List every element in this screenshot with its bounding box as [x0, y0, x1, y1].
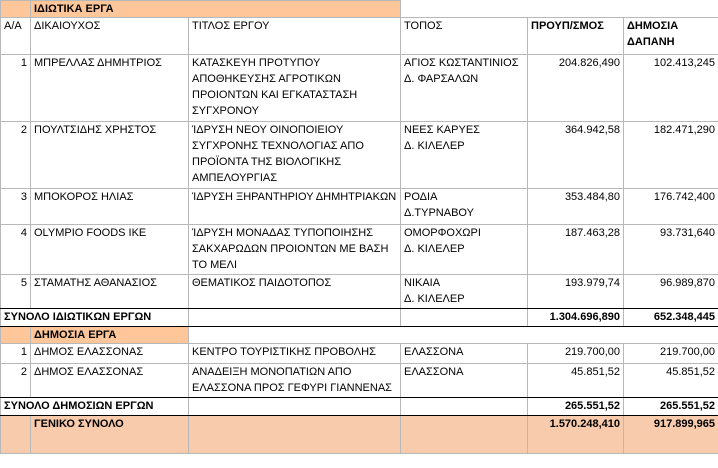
row-aa: 3: [1, 189, 31, 225]
row-location-line1: ΝΙΚΑΙΑ: [404, 277, 441, 289]
public-total-public-spend: 265.551,52: [624, 398, 718, 416]
table-row: [1, 275, 718, 309]
row-title: ΊΔΡΥΣΗ ΜΟΝΑΔΑΣ ΤΥΠΟΠΟΙΗΣΗΣ ΣΑΚΧΑΡΩΔΩΝ ΠΡΟΙΟΝΤΩΝ ΜΕ ΒΑΣΗ ΤΟ ΜΕΛΙ: [189, 225, 401, 275]
row-location-line2: Δ. ΦΑΡΣΑΛΩΝ: [404, 73, 479, 85]
table-row: [1, 225, 718, 275]
row-location: [401, 122, 528, 189]
row-beneficiary: ΔΗΜΟΣ ΕΛΑΣΣΟΝΑΣ: [31, 364, 189, 398]
row-public-spend: 182.471,290: [624, 122, 718, 189]
public-total-label: ΣΥΝΟΛΟ ΔΗΜΟΣΙΩΝ ΕΡΓΩΝ: [1, 398, 189, 416]
row-aa: 2: [1, 364, 31, 398]
private-section-title: ΙΔΙΩΤΙΚΑ ΕΡΓΑ: [31, 1, 401, 18]
row-location-line1: ΟΜΟΡΦΟΧΩΡΙ: [404, 227, 481, 239]
row-public-spend: 93.731,640: [624, 225, 718, 275]
grand-total-row: [1, 416, 718, 454]
private-section-header: [1, 1, 718, 18]
row-budget: 45.851,52: [528, 364, 624, 398]
table-row: [1, 189, 718, 225]
row-public-spend: 45.851,52: [624, 364, 718, 398]
row-public-spend: 102.413,245: [624, 55, 718, 122]
row-title: ΚΑΤΑΣΚΕΥΗ ΠΡΟΤΥΠΟΥ ΑΠΟΘΗΚΕΥΣΗΣ ΑΓΡΟΤΙΚΩΝ ΠΡΟΙΟΝΤΩΝ ΚΑΙ ΕΓΚΑΤΑΣΤΑΣΗ ΣΥΓΧΡΟΝΟΥ: [189, 55, 401, 122]
row-beneficiary: ΔΗΜΟΣ ΕΛΑΣΣΟΝΑΣ: [31, 344, 189, 364]
table-row: [1, 344, 718, 364]
row-aa: 5: [1, 275, 31, 309]
header-public-spend-line1: ΔΗΜΟΣΙΑ: [627, 20, 679, 32]
public-total-budget: 265.551,52: [528, 398, 624, 416]
row-location-line1: ΝΕΕΣ ΚΑΡΥΕΣ: [404, 124, 480, 136]
private-total-public-spend: 652.348,445: [624, 309, 718, 327]
row-location: [401, 55, 528, 122]
row-public-spend: 219.700,00: [624, 344, 718, 364]
row-title: ΊΔΡΥΣΗ ΝΕΟΥ ΟΙΝΟΠΟΙΕΙΟΥ ΣΥΓΧΡΟΝΗΣ ΤΕΧΝΟΛΟΓΙΑΣ ΑΠΟ ΠΡΟΪΟΝΤΑ ΤΗΣ ΒΙΟΛΟΓΙΚΗΣ ΑΜΠΕΛΟΥΡΓΙΑΣ: [189, 122, 401, 189]
row-aa: 1: [1, 344, 31, 364]
row-beneficiary: ΣΤΑΜΑΤΗΣ ΑΘΑΝΑΣΙΟΣ: [31, 275, 189, 309]
row-location: [401, 225, 528, 275]
header-public-spend: [624, 18, 718, 55]
header-row: [1, 18, 718, 55]
row-budget: 353.484,80: [528, 189, 624, 225]
row-beneficiary: OLYMPIO FOODS IKE: [31, 225, 189, 275]
header-public-spend-line2: ΔΑΠΑΝΗ: [627, 36, 675, 48]
row-location: [401, 275, 528, 309]
row-aa: 2: [1, 122, 31, 189]
public-section-title: ΔΗΜΟΣΙΑ ΕΡΓΑ: [31, 327, 189, 344]
private-total-label: ΣΥΝΟΛΟ ΙΔΙΩΤΙΚΩΝ ΕΡΓΩΝ: [1, 309, 189, 327]
row-location: ΕΛΑΣΣΟΝΑ: [401, 344, 528, 364]
grand-total-label: ΓΕΝΙΚΟ ΣΥΝΟΛΟ: [31, 416, 189, 454]
header-project-title: ΤΙΤΛΟΣ ΕΡΓΟΥ: [189, 18, 401, 55]
table-row: [1, 122, 718, 189]
row-budget: 204.826,490: [528, 55, 624, 122]
row-title: ΘΕΜΑΤΙΚΟΣ ΠΑΙΔΟΤΟΠΟΣ: [189, 275, 401, 309]
row-budget: 219.700,00: [528, 344, 624, 364]
private-total-row: [1, 309, 718, 327]
row-aa: 4: [1, 225, 31, 275]
row-budget: 193.979,74: [528, 275, 624, 309]
header-location: ΤΟΠΟΣ: [401, 18, 528, 55]
row-location: [401, 189, 528, 225]
private-total-budget: 1.304.696,890: [528, 309, 624, 327]
table-row: [1, 364, 718, 398]
row-location: ΕΛΑΣΣΟΝΑ: [401, 364, 528, 398]
row-title: ΊΔΡΥΣΗ ΞΗΡΑΝΤΗΡΙΟΥ ΔΗΜΗΤΡΙΑΚΩΝ: [189, 189, 401, 225]
header-aa: Α/Α: [1, 18, 31, 55]
row-public-spend: 96.989,870: [624, 275, 718, 309]
public-total-row: [1, 398, 718, 416]
header-budget: ΠΡΟΥΠ/ΣΜΟΣ: [528, 18, 624, 55]
row-location-line2: Δ. ΚΙΛΕΛΕΡ: [404, 243, 465, 255]
row-title: ΑΝΑΔΕΙΞΗ ΜΟΝΟΠΑΤΙΩΝ ΑΠΟ ΕΛΑΣΣΟΝΑ ΠΡΟΣ ΓΕΦΥΡΙ ΓΙΑΝΝΕΝΑΣ: [189, 364, 401, 398]
row-aa: 1: [1, 55, 31, 122]
row-public-spend: 176.742,400: [624, 189, 718, 225]
row-location-line1: ΡΟΔΙΑ: [404, 191, 438, 203]
table-row: [1, 55, 718, 122]
row-beneficiary: ΜΠΡΕΛΛΑΣ ΔΗΜΗΤΡΙΟΣ: [31, 55, 189, 122]
row-location-line2: Δ.ΤΥΡΝΑΒΟΥ: [404, 207, 474, 219]
row-budget: 187.463,28: [528, 225, 624, 275]
row-title: ΚΕΝΤΡΟ ΤΟΥΡΙΣΤΙΚΗΣ ΠΡΟΒΟΛΗΣ: [189, 344, 401, 364]
public-section-header: [1, 327, 718, 344]
row-location-line2: Δ. ΚΙΛΕΛΕΡ: [404, 293, 465, 305]
row-location-line2: Δ. ΚΙΛΕΛΕΡ: [404, 140, 465, 152]
row-budget: 364.942,58: [528, 122, 624, 189]
header-beneficiary: ΔΙΚΑΙΟΥΧΟΣ: [31, 18, 189, 55]
row-beneficiary: ΜΠΟΚΟΡΟΣ ΗΛΙΑΣ: [31, 189, 189, 225]
grand-total-public-spend: 917.899,965: [624, 416, 718, 454]
row-location-line1: ΑΓΙΟΣ ΚΩΣΤΑΝΤΙΝΙΟΣ: [404, 57, 519, 69]
row-beneficiary: ΠΟΥΛΤΣΙΔΗΣ ΧΡΗΣΤΟΣ: [31, 122, 189, 189]
grand-total-budget: 1.570.248,410: [528, 416, 624, 454]
